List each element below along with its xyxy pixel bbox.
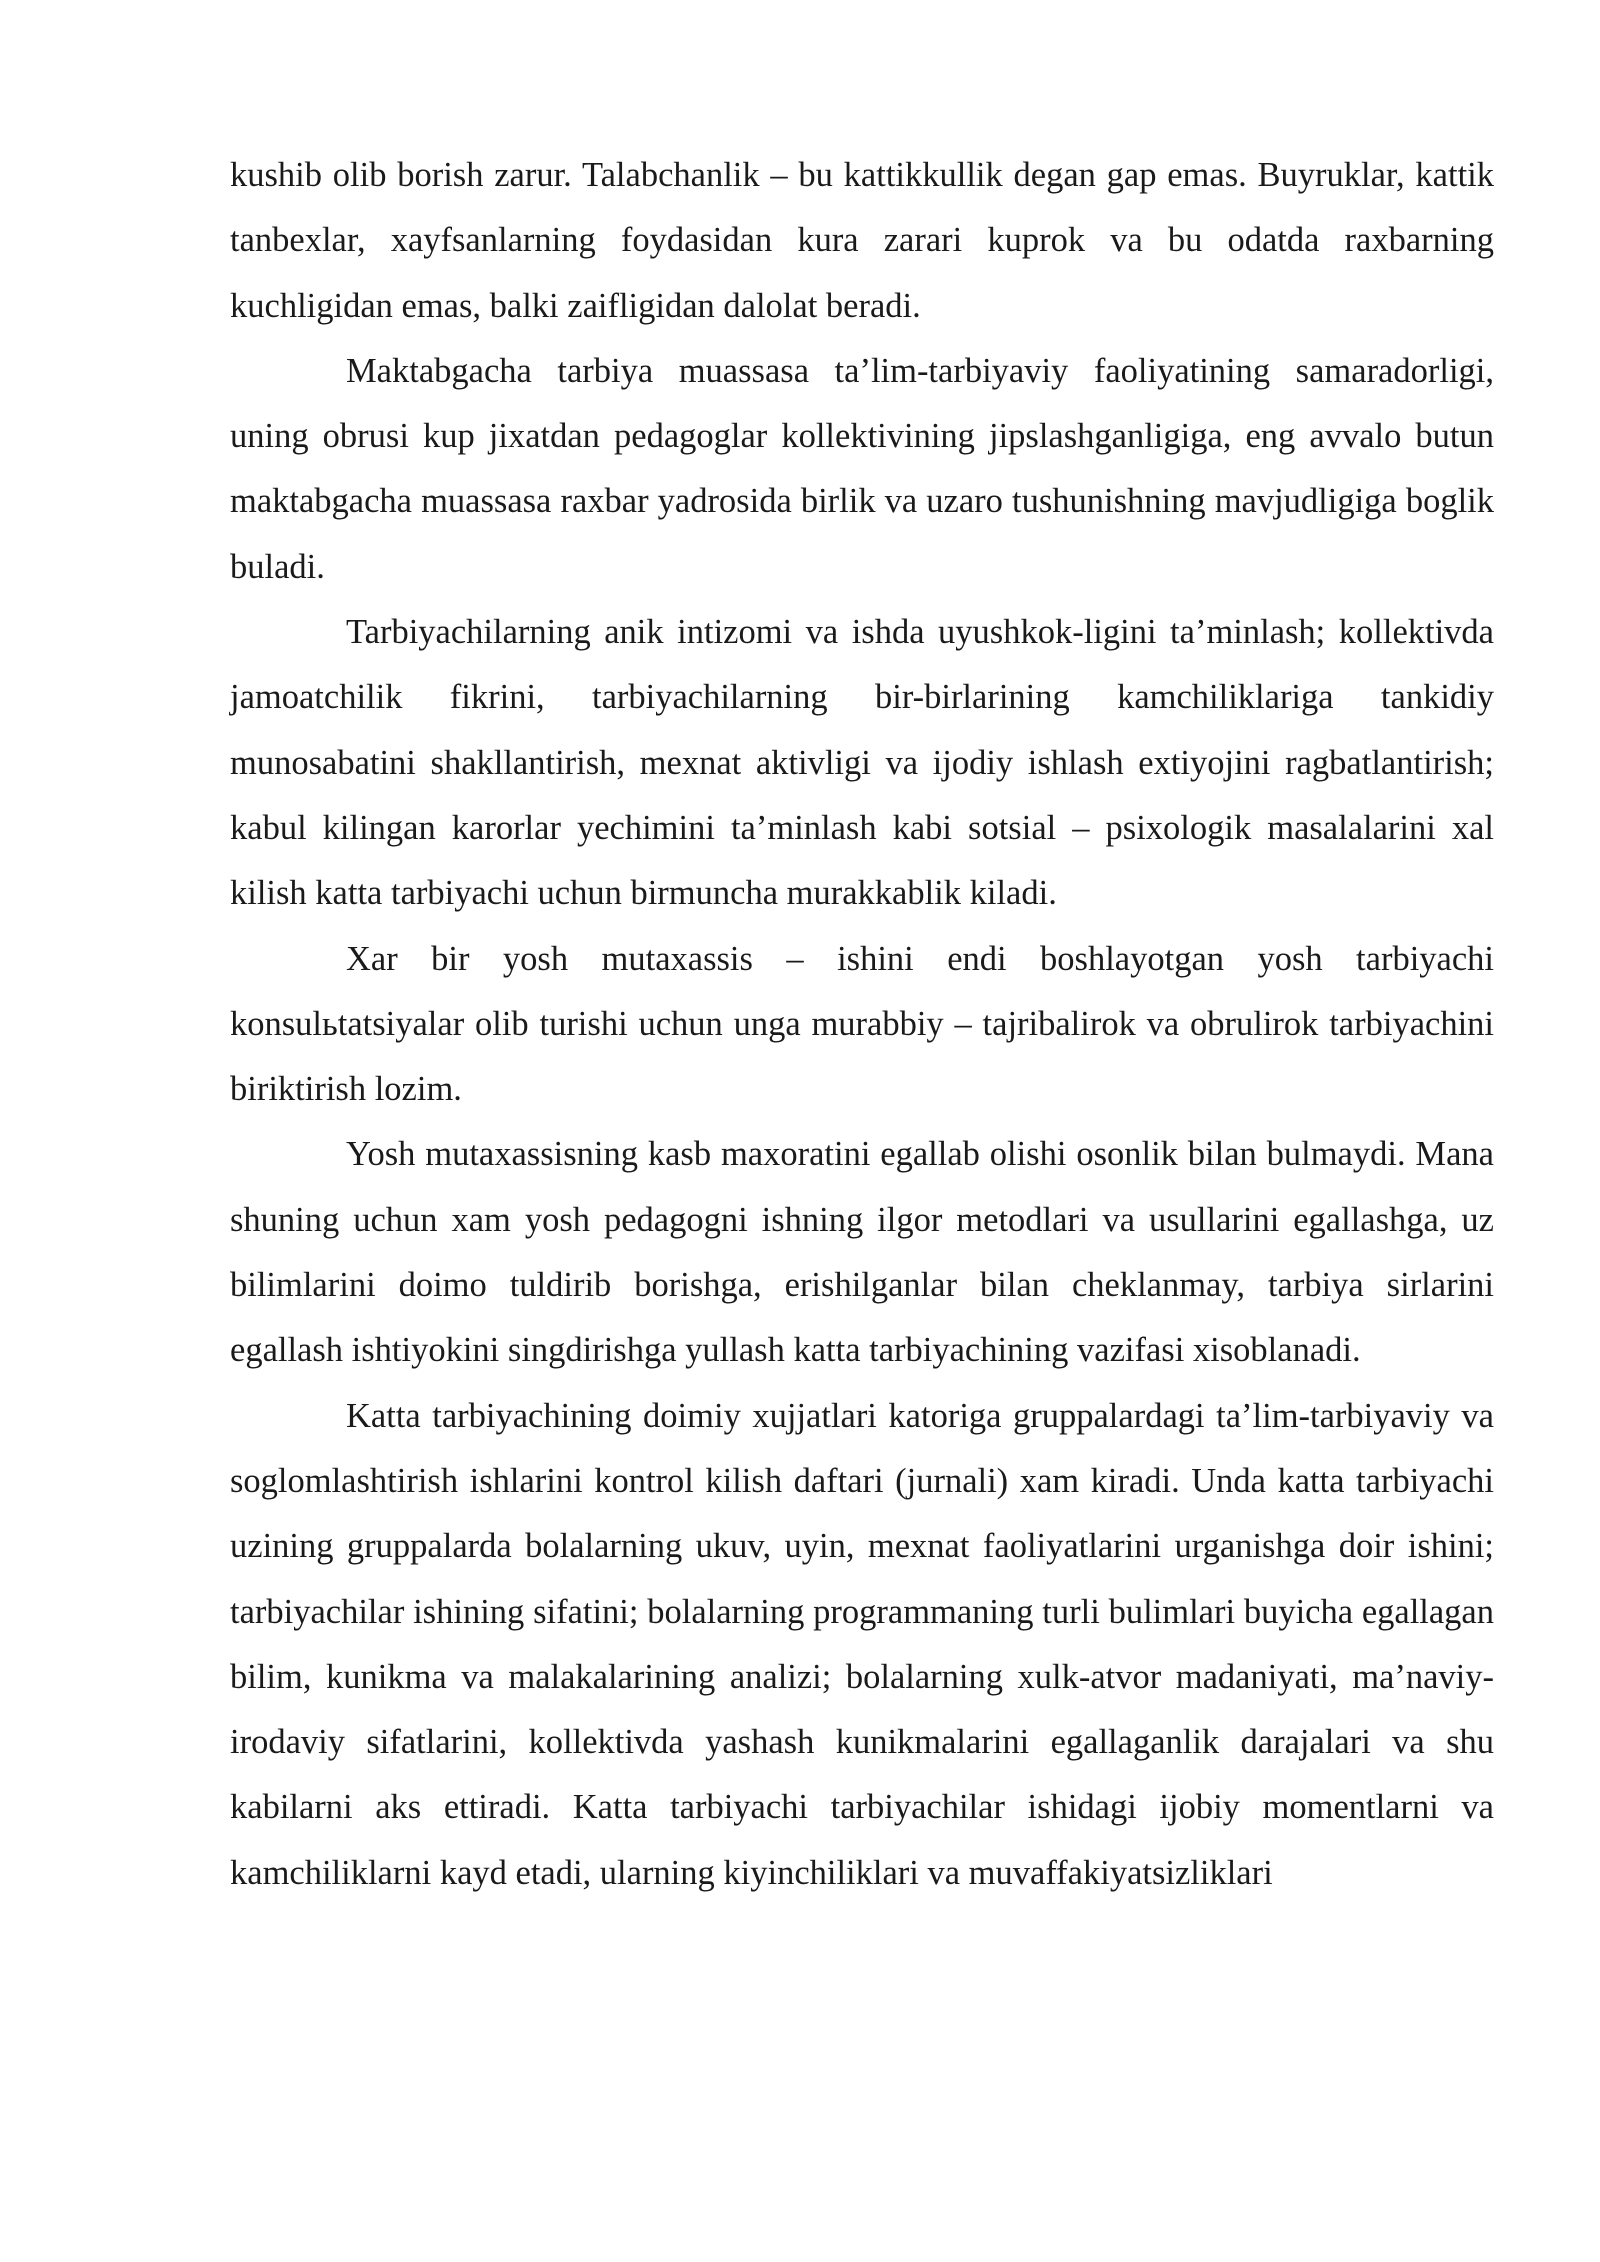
document-page xyxy=(230,143,1494,1906)
paragraph-effectiveness: Maktabgacha tarbiya muassasa ta’lim-tarbiyaviy faoliyatining samaradorligi, uning obrusi kup jixatdan pedagoglar kollektivining jipslashganligiga, eng avvalo butun maktabgacha muassasa raxbar yadrosida birlik va uzaro tushunishning mavjudligiga boglik buladi. xyxy=(230,351,1494,586)
paragraph-discipline: Tarbiyachilarning anik intizomi va ishda uyushkok-ligini ta’minlash; kollektivda jamoatchilik fikrini, tarbiyachilarning bir-birlarining kamchiliklariga tankidiy munosabatini shakllantirish, mexnat aktivligi va ijodiy ishlash extiyojini ragbatlantirish; kabul kilingan karorlar yechimini ta’minlash kabi sotsial – psixologik masalalarini xal kilish katta tarbiyachi uchun birmuncha murakkablik kiladi. xyxy=(230,613,1494,913)
paragraph-young-specialist: Yosh mutaxassisning kasb maxoratini egallab olishi osonlik bilan bulmaydi. Mana shuning uchun xam yosh pedagogni ishning ilgor metodlari va usullarini egallashga, uz bilimlarini doimo tuldirib borishga, erishilganlar bilan cheklanmay, tarbiya sirlarini egallash ishtiyokini singdirishga yullash katta tarbiyachining vazifasi xisoblanadi. xyxy=(230,1135,1494,1370)
paragraph-control-journal: Katta tarbiyachining doimiy xujjatlari katoriga gruppalardagi ta’lim-tarbiyaviy va soglomlashtirish ishlarini kontrol kilish daftari (jurnali) xam kiradi. Unda katta tarbiyachi uzining gruppalarda bolalarning ukuv, uyin, mexnat faoliyatlarini urganishga doir ishini; tarbiyachilar ishining sifatini; bolalarning programmaning turli bulimlari buyicha egallagan bilim, kunikma va malakalarining analizi; bolalarning xulk-atvor madaniyati, ma’naviy-irodaviy sifatlarini, kollektivda yashash kunikmalarini egallaganlik darajalari va shu kabilarni aks ettiradi. Katta tarbiyachi tarbiyachilar ishidagi ijobiy momentlarni va kamchiliklarni kayd etadi, ularning kiyinchiliklari va muvaffakiyatsizliklari xyxy=(230,1396,1494,1892)
paragraph-mentor: Xar bir yosh mutaxassis – ishini endi boshlayotgan yosh tarbiyachi konsulьtatsiyalar olib turishi uchun unga murabbiy – tajribalirok va obrulirok tarbiyachini biriktirish lozim. xyxy=(230,939,1494,1109)
paragraph-continuation: kushib olib borish zarur. Talabchanlik – bu kattikkullik degan gap emas. Buyruklar, kattik tanbexlar, xayfsanlarning foydasidan kura zarari kuprok va bu odatda raxbarning kuchligidan emas, balki zaifligidan dalolat beradi. xyxy=(230,156,1494,325)
